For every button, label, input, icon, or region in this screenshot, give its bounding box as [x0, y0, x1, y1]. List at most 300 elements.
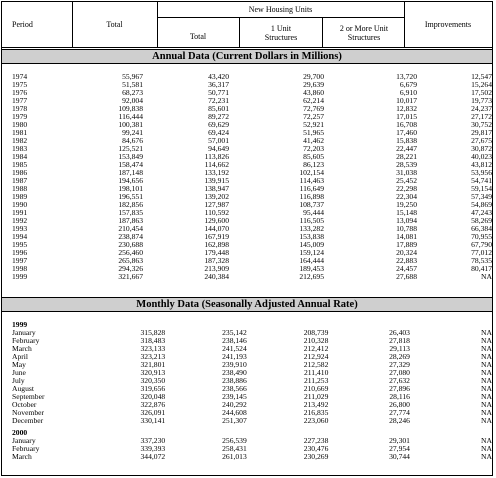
row-value: 70,955 — [471, 232, 492, 241]
row-period: 1998 — [12, 264, 28, 273]
table-row — [2, 129, 492, 137]
row-value: 92,004 — [122, 96, 143, 105]
row-value: 72,769 — [303, 104, 324, 113]
row-value: 27,172 — [471, 112, 492, 121]
row-value: 235,142 — [222, 328, 247, 337]
row-period: 1991 — [12, 208, 28, 217]
row-value: 53,956 — [471, 168, 492, 177]
row-value: 208,739 — [303, 328, 329, 337]
row-value: 36,317 — [208, 80, 229, 89]
row-value: 26,403 — [389, 328, 410, 337]
table-header — [2, 2, 492, 48]
row-value: 113,826 — [204, 152, 229, 161]
row-period: January — [12, 328, 36, 337]
row-value: 133,192 — [204, 168, 229, 177]
row-value: 258,431 — [222, 444, 247, 453]
row-value: 50,771 — [208, 88, 229, 97]
year-row — [2, 429, 492, 437]
row-value: 58,269 — [471, 216, 492, 225]
row-value: 238,490 — [222, 368, 247, 377]
col-improvements-header: Improvements — [424, 20, 472, 29]
row-period: 1994 — [12, 232, 28, 241]
table-row — [2, 201, 492, 209]
table-row — [2, 329, 492, 337]
row-period: April — [12, 352, 29, 361]
row-value: 145,009 — [299, 240, 324, 249]
row-value: 114,463 — [299, 176, 324, 185]
row-value: 256,460 — [118, 248, 143, 257]
row-value: 227,238 — [303, 436, 329, 445]
row-value: 321,801 — [140, 360, 166, 369]
table-row — [2, 217, 492, 225]
row-value: 72,231 — [208, 96, 229, 105]
row-value: 77,012 — [471, 248, 492, 257]
row-value: 319,656 — [140, 384, 166, 393]
row-value: 57,001 — [208, 136, 229, 145]
row-value: 116,444 — [118, 112, 143, 121]
row-value: 240,292 — [222, 400, 247, 409]
row-value: 13,094 — [396, 216, 417, 225]
row-period: 1993 — [12, 224, 28, 233]
row-value: NA — [481, 360, 492, 369]
header-divider — [157, 17, 404, 18]
row-period: 1982 — [12, 136, 28, 145]
row-value: 138,947 — [204, 184, 229, 193]
table-row — [2, 385, 492, 393]
row-value: 10,017 — [396, 96, 417, 105]
row-value: 28,539 — [396, 160, 417, 169]
row-value: 55,967 — [122, 72, 143, 81]
row-value: 158,474 — [118, 160, 143, 169]
row-period: March — [12, 344, 32, 353]
row-value: NA — [481, 368, 492, 377]
table-row — [2, 153, 492, 161]
row-value: 13,720 — [396, 72, 417, 81]
row-value: 15,264 — [471, 80, 492, 89]
row-value: 320,350 — [140, 376, 166, 385]
row-value: 72,203 — [303, 144, 324, 153]
row-value: 238,874 — [118, 232, 143, 241]
row-value: 337,230 — [140, 436, 166, 445]
row-value: 212,412 — [303, 344, 329, 353]
monthly-data-table — [2, 321, 492, 461]
row-value: NA — [481, 408, 492, 417]
row-value: 213,492 — [303, 400, 329, 409]
monthly-section-title: Monthly Data (Seasonally Adjusted Annual Rate) — [2, 297, 492, 312]
row-period: 1974 — [12, 72, 28, 81]
row-period: 1985 — [12, 160, 28, 169]
row-value: 212,695 — [299, 272, 324, 281]
row-value: 54,869 — [471, 200, 492, 209]
row-value: NA — [481, 416, 492, 425]
row-value: 17,889 — [396, 240, 417, 249]
row-value: 213,909 — [204, 264, 229, 273]
row-period: 1999 — [12, 272, 28, 281]
row-period: March — [12, 452, 32, 461]
row-value: 230,269 — [303, 452, 329, 461]
row-value: 43,812 — [471, 160, 492, 169]
row-value: 27,688 — [396, 272, 417, 281]
row-value: 179,448 — [204, 248, 229, 257]
row-value: 17,015 — [396, 112, 417, 121]
table-row — [2, 89, 492, 97]
table-row — [2, 345, 492, 353]
row-value: 28,221 — [396, 152, 417, 161]
row-value: NA — [481, 344, 492, 353]
row-value: 22,304 — [396, 192, 417, 201]
row-period: December — [12, 416, 44, 425]
table-row — [2, 81, 492, 89]
row-value: 211,253 — [303, 376, 329, 385]
row-value: 116,505 — [299, 216, 324, 225]
row-value: 153,849 — [118, 152, 143, 161]
row-value: 30,744 — [389, 452, 410, 461]
year-label: 2000 — [12, 428, 28, 437]
table-row — [2, 241, 492, 249]
row-value: 80,417 — [471, 264, 492, 273]
table-row — [2, 137, 492, 145]
row-value: 116,898 — [299, 192, 324, 201]
row-period: 1995 — [12, 240, 28, 249]
row-value: NA — [481, 272, 492, 281]
row-value: 322,876 — [140, 400, 166, 409]
row-value: 31,038 — [396, 168, 417, 177]
row-value: 22,447 — [396, 144, 417, 153]
row-value: 89,272 — [208, 112, 229, 121]
construction-spending-table — [1, 1, 493, 476]
row-value: 167,919 — [204, 232, 229, 241]
row-value: 6,910 — [399, 88, 417, 97]
row-value: 72,257 — [303, 112, 324, 121]
row-value: 241,524 — [222, 344, 247, 353]
table-row — [2, 409, 492, 417]
year-label: 1999 — [12, 320, 28, 329]
col-two-more-header: 2 or More Unit Structures — [339, 24, 389, 42]
row-value: 238,886 — [222, 376, 247, 385]
row-value: 15,838 — [396, 136, 417, 145]
row-value: NA — [481, 384, 492, 393]
row-value: 187,148 — [118, 168, 143, 177]
table-row — [2, 437, 492, 445]
row-value: 162,898 — [204, 240, 229, 249]
row-period: 1977 — [12, 96, 28, 105]
row-value: 22,883 — [396, 256, 417, 265]
annual-data-table — [2, 73, 492, 281]
table-row — [2, 121, 492, 129]
row-period: 1978 — [12, 104, 28, 113]
row-period: 1990 — [12, 200, 28, 209]
row-value: 19,250 — [396, 200, 417, 209]
row-value: 27,774 — [389, 408, 410, 417]
row-period: 1986 — [12, 168, 28, 177]
row-value: 29,113 — [389, 344, 410, 353]
row-value: 17,460 — [396, 128, 417, 137]
row-value: 238,146 — [222, 336, 247, 345]
table-row — [2, 265, 492, 273]
row-value: 27,675 — [471, 136, 492, 145]
row-period: July — [12, 376, 25, 385]
table-row — [2, 193, 492, 201]
row-value: 139,915 — [204, 176, 229, 185]
year-row — [2, 321, 492, 329]
row-value: NA — [481, 336, 492, 345]
row-value: 12,547 — [471, 72, 492, 81]
row-value: 230,476 — [303, 444, 329, 453]
row-period: 1983 — [12, 144, 28, 153]
row-value: 261,013 — [222, 452, 247, 461]
table-row — [2, 337, 492, 345]
row-value: 196,551 — [118, 192, 143, 201]
row-value: 86,123 — [303, 160, 324, 169]
row-value: 16,708 — [396, 120, 417, 129]
row-value: 251,307 — [222, 416, 247, 425]
row-value: 212,582 — [303, 360, 329, 369]
row-value: 114,662 — [204, 160, 229, 169]
row-period: 1981 — [12, 128, 28, 137]
row-value: 28,116 — [389, 392, 410, 401]
row-period: 1988 — [12, 184, 28, 193]
row-value: 17,502 — [471, 88, 492, 97]
table-row — [2, 169, 492, 177]
table-row — [2, 185, 492, 193]
row-period: September — [12, 392, 45, 401]
row-value: 187,328 — [204, 256, 229, 265]
row-value: NA — [481, 392, 492, 401]
table-row — [2, 97, 492, 105]
row-value: 326,091 — [140, 408, 166, 417]
row-period: May — [12, 360, 26, 369]
row-value: 187,863 — [118, 216, 143, 225]
row-value: 62,214 — [303, 96, 324, 105]
table-row — [2, 161, 492, 169]
row-value: 52,921 — [303, 120, 324, 129]
row-value: 29,301 — [389, 436, 410, 445]
row-period: 1975 — [12, 80, 28, 89]
row-value: 320,913 — [140, 368, 166, 377]
row-value: 26,800 — [389, 400, 410, 409]
row-value: 265,863 — [118, 256, 143, 265]
row-period: October — [12, 400, 37, 409]
row-period: August — [12, 384, 34, 393]
row-value: 47,243 — [471, 208, 492, 217]
col-period-header: Period — [12, 20, 33, 29]
table-row — [2, 177, 492, 185]
row-value: 40,023 — [471, 152, 492, 161]
row-period: 1987 — [12, 176, 28, 185]
table-row — [2, 393, 492, 401]
row-value: 321,667 — [118, 272, 143, 281]
new-housing-header: New Housing Units — [248, 5, 313, 14]
row-value: 27,896 — [389, 384, 410, 393]
row-value: 125,521 — [118, 144, 143, 153]
row-value: 27,632 — [389, 376, 410, 385]
row-value: 6,679 — [399, 80, 417, 89]
row-period: 1979 — [12, 112, 28, 121]
row-value: NA — [481, 376, 492, 385]
row-value: 24,457 — [396, 264, 417, 273]
table-row — [2, 225, 492, 233]
row-value: 133,282 — [299, 224, 324, 233]
row-value: 159,124 — [299, 248, 324, 257]
row-period: January — [12, 436, 36, 445]
row-value: 69,424 — [208, 128, 229, 137]
row-value: 239,145 — [222, 392, 247, 401]
header-divider — [239, 17, 240, 47]
row-value: NA — [481, 328, 492, 337]
table-row — [2, 453, 492, 461]
row-value: 29,700 — [303, 72, 324, 81]
row-value: 94,649 — [208, 144, 229, 153]
row-value: 99,241 — [122, 128, 143, 137]
row-value: 239,910 — [222, 360, 247, 369]
row-value: 15,148 — [396, 208, 417, 217]
table-row — [2, 401, 492, 409]
row-value: 28,246 — [389, 416, 410, 425]
row-period: February — [12, 336, 40, 345]
row-value: NA — [481, 400, 492, 409]
col-nh-total-header: Total — [189, 32, 207, 41]
table-row — [2, 257, 492, 265]
row-period: 1997 — [12, 256, 28, 265]
row-value: 27,329 — [389, 360, 410, 369]
row-value: 28,269 — [389, 352, 410, 361]
row-period: February — [12, 444, 40, 453]
row-period: 1996 — [12, 248, 28, 257]
row-period: June — [12, 368, 26, 377]
row-value: 238,566 — [222, 384, 247, 393]
row-value: 22,298 — [396, 184, 417, 193]
table-row — [2, 73, 492, 81]
table-row — [2, 361, 492, 369]
row-value: 108,737 — [299, 200, 324, 209]
row-value: 241,193 — [222, 352, 247, 361]
table-row — [2, 249, 492, 257]
row-value: 67,790 — [471, 240, 492, 249]
row-period: 1980 — [12, 120, 28, 129]
col-one-unit-header: 1 Unit Structures — [264, 24, 298, 42]
row-value: 318,483 — [140, 336, 166, 345]
row-value: 256,539 — [222, 436, 247, 445]
row-value: 211,029 — [303, 392, 329, 401]
row-value: 230,688 — [118, 240, 143, 249]
row-value: 198,101 — [118, 184, 143, 193]
row-value: 153,838 — [299, 232, 324, 241]
row-value: 24,237 — [471, 104, 492, 113]
row-value: 211,410 — [303, 368, 329, 377]
row-value: 41,462 — [303, 136, 324, 145]
row-period: 1984 — [12, 152, 28, 161]
row-value: 189,453 — [299, 264, 324, 273]
row-value: 182,856 — [118, 200, 143, 209]
row-value: 10,788 — [396, 224, 417, 233]
row-value: 57,349 — [471, 192, 492, 201]
row-value: 223,060 — [303, 416, 329, 425]
row-value: 19,773 — [471, 96, 492, 105]
row-value: 320,048 — [140, 392, 166, 401]
row-value: 164,444 — [299, 256, 324, 265]
row-value: 68,273 — [122, 88, 143, 97]
row-value: NA — [481, 436, 492, 445]
row-value: 144,070 — [204, 224, 229, 233]
table-row — [2, 209, 492, 217]
row-value: 27,080 — [389, 368, 410, 377]
table-row — [2, 353, 492, 361]
row-value: 127,987 — [204, 200, 229, 209]
row-value: 216,835 — [303, 408, 329, 417]
row-value: 51,581 — [122, 80, 143, 89]
row-value: 157,835 — [118, 208, 143, 217]
table-row — [2, 233, 492, 241]
table-row — [2, 445, 492, 453]
row-value: 102,154 — [299, 168, 324, 177]
row-value: NA — [481, 352, 492, 361]
row-value: 315,828 — [140, 328, 166, 337]
table-row — [2, 273, 492, 281]
table-row — [2, 105, 492, 113]
row-value: 116,649 — [299, 184, 324, 193]
row-value: 210,328 — [303, 336, 329, 345]
table-row — [2, 377, 492, 385]
row-period: 1989 — [12, 192, 28, 201]
row-value: 139,202 — [204, 192, 229, 201]
table-row — [2, 113, 492, 121]
row-value: 344,072 — [140, 452, 166, 461]
row-value: 109,838 — [118, 104, 143, 113]
row-value: 323,213 — [140, 352, 166, 361]
row-period: 1976 — [12, 88, 28, 97]
row-value: 29,817 — [471, 128, 492, 137]
row-value: 210,454 — [118, 224, 143, 233]
row-value: 95,444 — [303, 208, 324, 217]
row-value: NA — [481, 444, 492, 453]
row-value: 85,605 — [303, 152, 324, 161]
row-value: 240,384 — [204, 272, 229, 281]
row-value: 212,924 — [303, 352, 329, 361]
row-value: 59,154 — [471, 184, 492, 193]
row-value: 110,592 — [204, 208, 229, 217]
row-value: 43,420 — [208, 72, 229, 81]
row-value: 30,752 — [471, 120, 492, 129]
row-value: 194,656 — [118, 176, 143, 185]
row-period: November — [12, 408, 45, 417]
row-value: 330,141 — [140, 416, 166, 425]
table-row — [2, 145, 492, 153]
row-value: NA — [481, 452, 492, 461]
row-value: 30,872 — [471, 144, 492, 153]
row-value: 84,676 — [122, 136, 143, 145]
row-value: 100,381 — [118, 120, 143, 129]
row-value: 54,741 — [471, 176, 492, 185]
row-value: 85,601 — [208, 104, 229, 113]
header-divider — [322, 17, 323, 47]
row-value: 323,133 — [140, 344, 166, 353]
table-row — [2, 369, 492, 377]
row-value: 43,860 — [303, 88, 324, 97]
annual-section-title: Annual Data (Current Dollars in Millions) — [2, 49, 492, 64]
row-value: 78,535 — [471, 256, 492, 265]
row-value: 27,954 — [389, 444, 410, 453]
row-value: 294,326 — [118, 264, 143, 273]
row-value: 66,384 — [471, 224, 492, 233]
col-total-header: Total — [106, 20, 123, 29]
row-value: 29,639 — [303, 80, 324, 89]
row-value: 210,669 — [303, 384, 329, 393]
row-period: 1992 — [12, 216, 28, 225]
row-value: 51,965 — [303, 128, 324, 137]
row-value: 244,608 — [222, 408, 247, 417]
row-value: 14,081 — [396, 232, 417, 241]
row-value: 20,324 — [396, 248, 417, 257]
